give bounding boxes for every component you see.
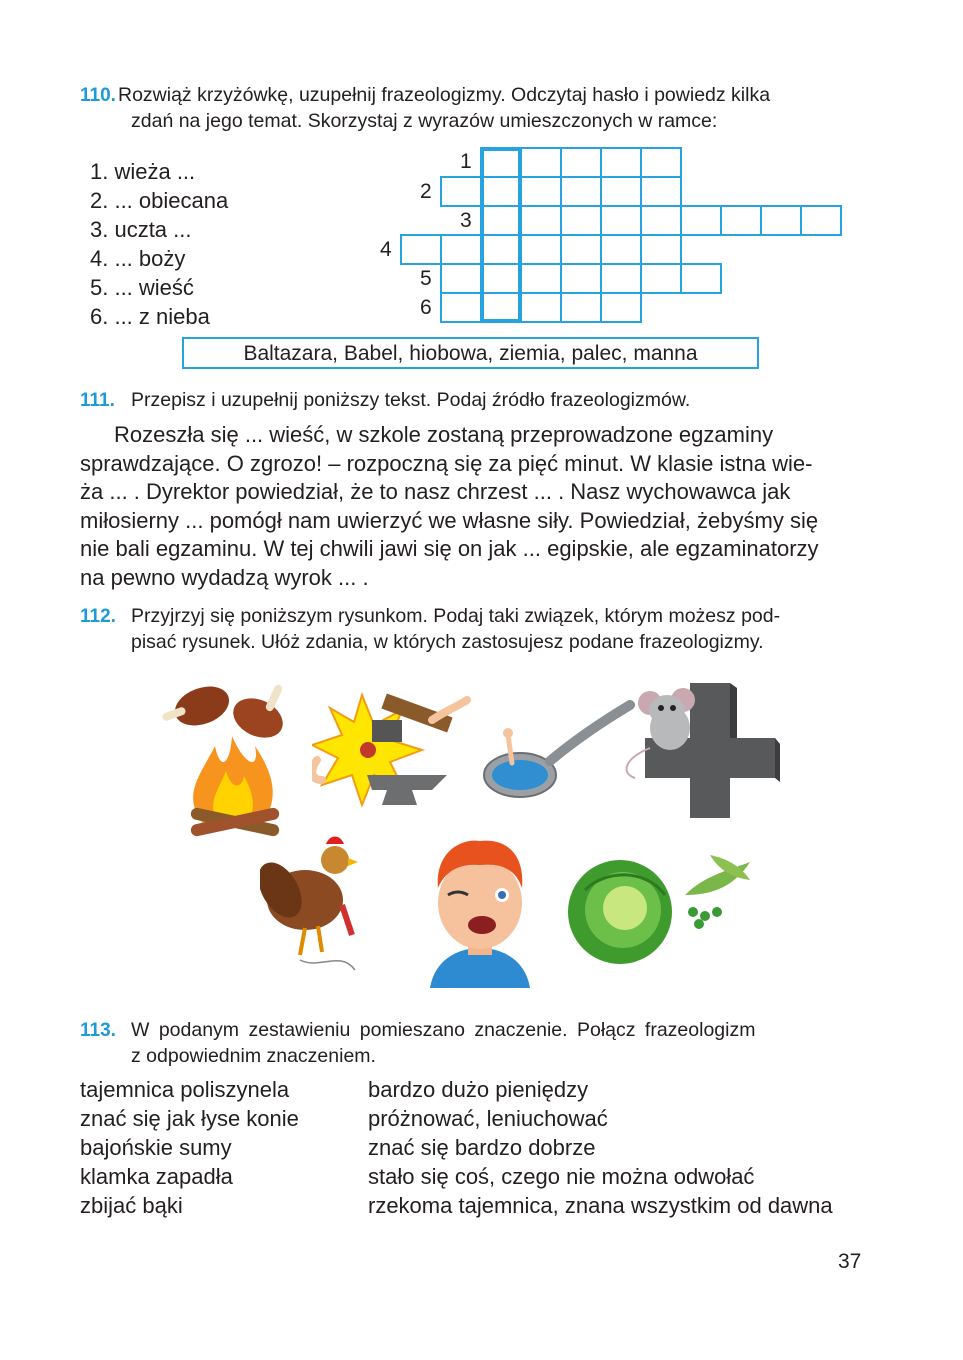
crossword-cell[interactable]: [640, 147, 682, 178]
text-line: ża ... . Dyrektor powiedział, że to nasz chrzest ... . Nasz wychowawca jak: [80, 479, 791, 504]
crossword-cell[interactable]: [640, 205, 682, 236]
crossword-row-number: 6: [420, 296, 432, 319]
text-line: sprawdzające. O zgrozo! – rozpoczną się za pięć minut. W klasie istna wie-: [80, 451, 813, 476]
phraseology-item: klamka zapadła: [80, 1164, 233, 1189]
crossword-cell[interactable]: [440, 176, 482, 207]
crossword-cell[interactable]: [440, 292, 482, 323]
crossword-cell[interactable]: [520, 263, 562, 294]
exercise-112-number: 112.: [80, 606, 116, 627]
clue-3: 3. uczta ...: [90, 217, 192, 242]
phraseology-item: bajońskie sumy: [80, 1135, 232, 1160]
crossword-cell[interactable]: [680, 263, 722, 294]
exercise-113-number: 113.: [80, 1020, 116, 1041]
crossword-cell[interactable]: [560, 292, 602, 323]
crossword-cell[interactable]: [600, 205, 642, 236]
crossword-cell[interactable]: [520, 205, 562, 236]
crossword-cell[interactable]: [640, 234, 682, 265]
exercise-113-instruction-line1: W podanym zestawieniu pomieszano znaczenie. Połącz frazeologizm: [131, 1019, 756, 1041]
crossword-cell[interactable]: [600, 263, 642, 294]
crossword-row-number: 5: [420, 267, 432, 290]
crossword-cell[interactable]: [400, 234, 442, 265]
text-line: na pewno wydadzą wyrok ... .: [80, 565, 369, 590]
phraseology-item: zbijać bąki: [80, 1193, 183, 1218]
exercise-112-instruction-line1: Przyjrzyj się poniższym rysunkom. Podaj taki związek, którym możesz pod-: [131, 605, 781, 627]
hammer-anvil-illustration: [312, 680, 472, 820]
crossword-cell[interactable]: [560, 176, 602, 207]
roast-meat-over-fire-illustration: [160, 676, 320, 846]
clue-5: 5. ... wieść: [90, 275, 194, 300]
exercise-111-number: 111.: [80, 390, 115, 411]
crossword-cell[interactable]: [680, 205, 722, 236]
crossword-cell[interactable]: [600, 234, 642, 265]
clue-6: 6. ... z nieba: [90, 304, 210, 329]
exercise-110-instruction-line1: Rozwiąż krzyżówkę, uzupełnij frazeologizmy. Odczytaj hasło i powiedz kilka: [118, 84, 771, 106]
meaning-item: bardzo dużo pieniędzy: [368, 1077, 589, 1102]
crossword-cell[interactable]: [560, 147, 602, 178]
exercise-110-instruction-line2: zdań na jego temat. Skorzystaj z wyrazów umieszczonych w ramce:: [131, 110, 718, 132]
cabbage-and-peas-illustration: [565, 850, 760, 975]
crossword-cell[interactable]: [560, 263, 602, 294]
crossword-cell[interactable]: [600, 292, 642, 323]
crossword-cell[interactable]: [520, 292, 562, 323]
page-number: 37: [838, 1250, 862, 1273]
hen-with-pencil-illustration: [260, 830, 370, 980]
crossword-cell[interactable]: [560, 205, 602, 236]
crossword-cell[interactable]: [800, 205, 842, 236]
crossword-cell[interactable]: [600, 176, 642, 207]
crossword-cell[interactable]: [720, 205, 762, 236]
crossword-cell[interactable]: [440, 234, 482, 265]
drowning-in-spoon-illustration: [480, 695, 635, 805]
boy-crying-illustration: [420, 833, 540, 988]
crossword-cell[interactable]: [440, 263, 482, 294]
crossword-cell[interactable]: [520, 147, 562, 178]
clue-1: 1. wieża ...: [90, 159, 196, 184]
clue-2: 2. ... obiecana: [90, 188, 229, 213]
crossword-cell[interactable]: [640, 176, 682, 207]
word-bank: Baltazara, Babel, hiobowa, ziemia, palec, manna: [182, 337, 759, 369]
crossword-row-number: 3: [460, 209, 472, 232]
crossword-cell[interactable]: [600, 147, 642, 178]
exercise-112-instruction-line2: pisać rysunek. Ułóż zdania, w których zastosujesz podane frazeologizmy.: [131, 631, 764, 653]
crossword-key-column: [480, 147, 522, 323]
crossword-row-number: 4: [380, 238, 392, 261]
crossword-row-number: 1: [460, 150, 472, 173]
crossword-cell[interactable]: [760, 205, 802, 236]
phraseology-item: znać się jak łyse konie: [80, 1106, 299, 1131]
crossword-row-number: 2: [420, 180, 432, 203]
crossword-cell[interactable]: [520, 234, 562, 265]
text-line: Rozeszła się ... wieść, w szkole zostaną przeprowadzone egzaminy: [114, 422, 774, 447]
crossword-cell[interactable]: [560, 234, 602, 265]
crossword-cell[interactable]: [520, 176, 562, 207]
exercise-110-number: 110.: [80, 85, 116, 106]
phraseology-item: tajemnica poliszynela: [80, 1077, 290, 1102]
clue-4: 4. ... boży: [90, 246, 186, 271]
exercise-113-instruction-line2: z odpowiednim znaczeniem.: [131, 1045, 376, 1067]
exercise-111-instruction: Przepisz i uzupełnij poniższy tekst. Podaj źródło frazeologizmów.: [131, 389, 691, 411]
meaning-item: próżnować, leniuchować: [368, 1106, 608, 1131]
crossword-cell[interactable]: [640, 263, 682, 294]
meaning-item: rzekoma tajemnica, znana wszystkim od dawna: [368, 1193, 833, 1218]
text-line: miłosierny ... pomógł nam uwierzyć we własne siły. Powiedział, żebyśmy się: [80, 508, 819, 533]
mouse-on-church-cross-illustration: [615, 678, 780, 823]
text-line: nie bali egzaminu. W tej chwili jawi się on jak ... egipskie, ale egzaminatorzy: [80, 536, 819, 561]
meaning-item: stało się coś, czego nie można odwołać: [368, 1164, 755, 1189]
meaning-item: znać się bardzo dobrze: [368, 1135, 596, 1160]
